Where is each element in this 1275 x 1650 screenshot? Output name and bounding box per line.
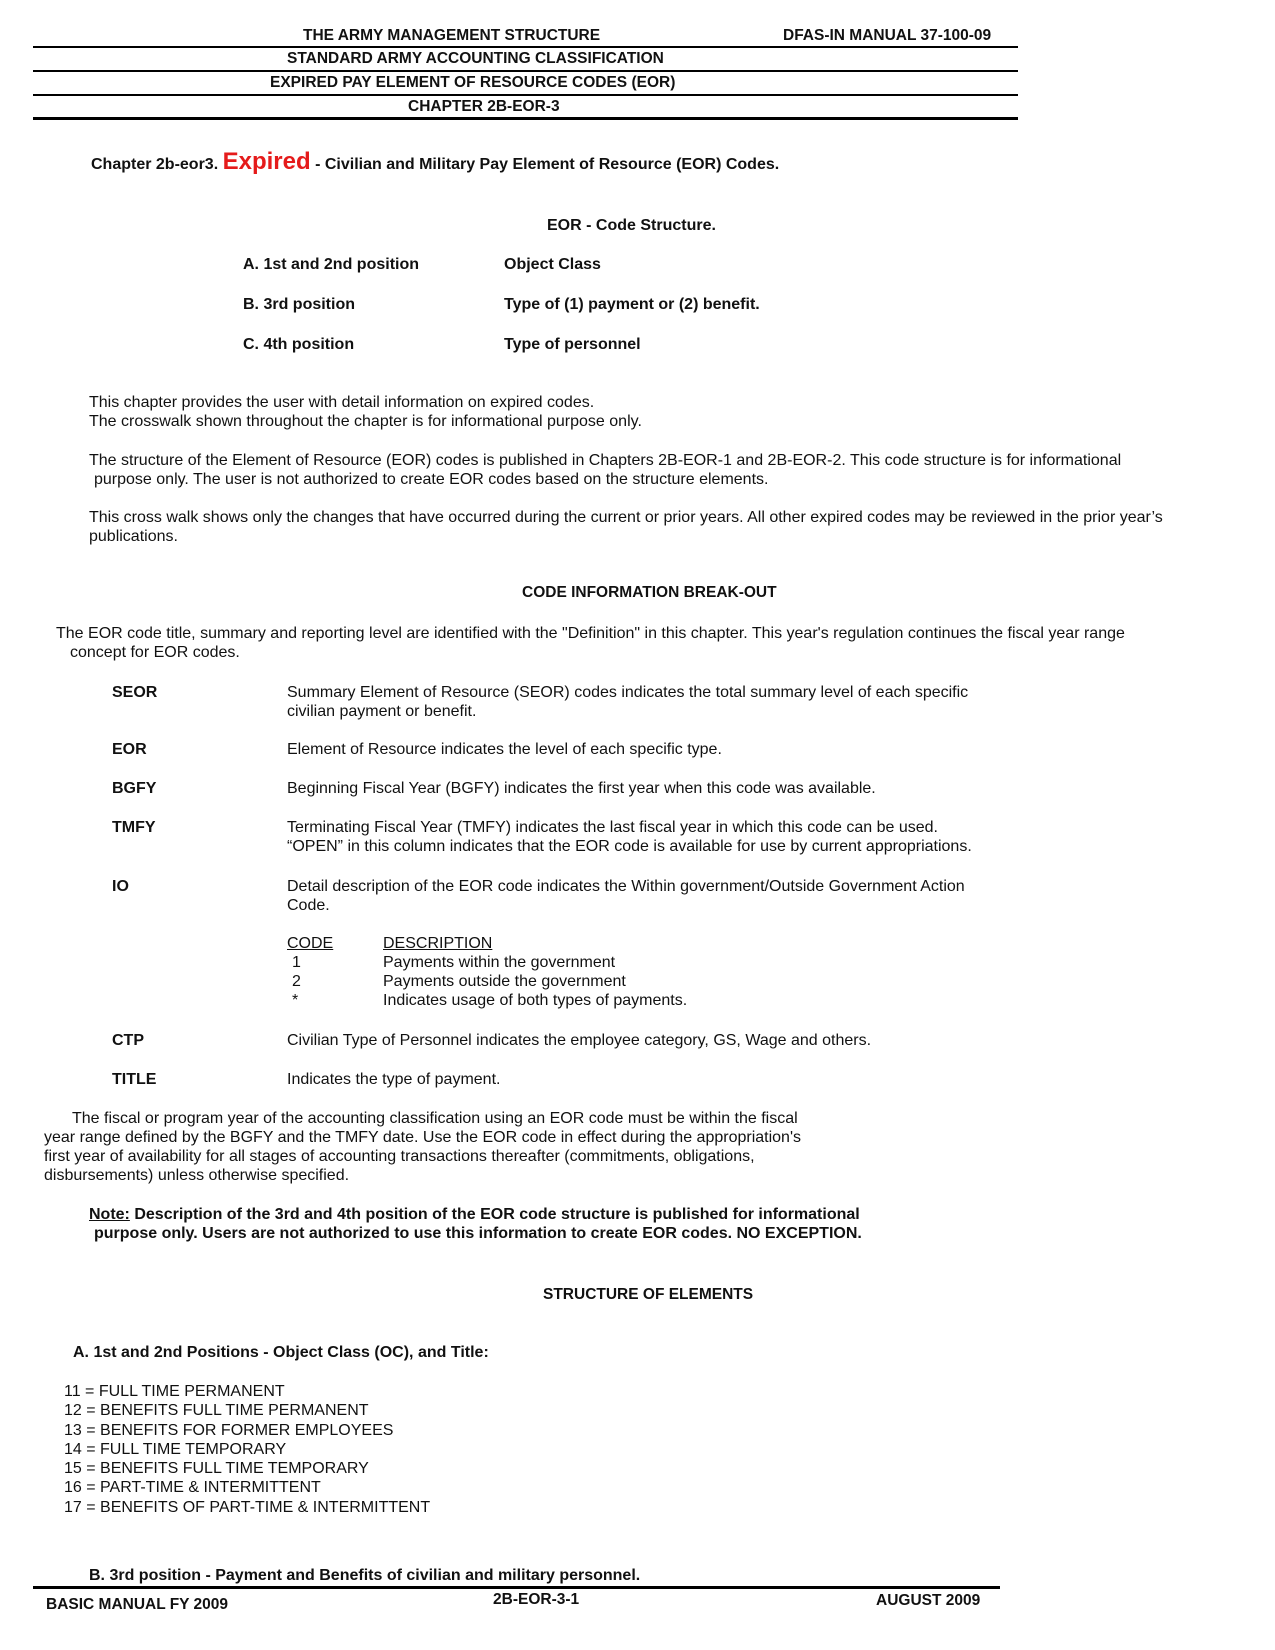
- code-structure-title: EOR - Code Structure.: [547, 217, 716, 234]
- header-rule: [33, 70, 1018, 72]
- structure-meaning: Type of personnel: [504, 336, 641, 353]
- definition-tmfy: Terminating Fiscal Year (TMFY) indicates the last fiscal year in which this code can be used. “OPEN” in this column indicates that the EOR code is available for use by current appropriations.: [287, 819, 972, 855]
- list-item: 12 = BENEFITS FULL TIME PERMANENT: [64, 1402, 369, 1420]
- header-rule: [33, 46, 1018, 48]
- header-title: THE ARMY MANAGEMENT STRUCTURE: [303, 27, 601, 44]
- definition-seor: Summary Element of Resource (SEOR) codes indicates the total summary level of each specific civilian payment or benefit.: [287, 684, 969, 720]
- io-col-description: DESCRIPTION: [383, 935, 493, 952]
- structure-meaning: Type of (1) payment or (2) benefit.: [504, 296, 760, 313]
- section-b-heading: B. 3rd position - Payment and Benefits of civilian and military personnel.: [89, 1567, 641, 1584]
- manual-id: DFAS-IN MANUAL 37-100-09: [783, 27, 992, 44]
- footer-page-number: 2B-EOR-3-1: [493, 1591, 580, 1608]
- list-item: 17 = BENEFITS OF PART-TIME & INTERMITTENT: [64, 1498, 431, 1516]
- term-title: TITLE: [112, 1071, 157, 1088]
- chapter-heading: [91, 148, 779, 176]
- definition-ctp: Civilian Type of Personnel indicates the employee category, GS, Wage and others.: [287, 1032, 872, 1049]
- term-tmfy: TMFY: [112, 819, 156, 836]
- list-item: 13 = BENEFITS FOR FORMER EMPLOYEES: [64, 1421, 394, 1439]
- term-bgfy: BGFY: [112, 780, 157, 797]
- io-code: *: [292, 992, 299, 1009]
- fiscal-year-paragraph: The fiscal or program year of the accounting classification using an EOR code must be within the fiscal year range defined by the BGFY and the TMFY date. Use the EOR code in effect during the appropriation's first year of availability for all stages of accounting transactions thereafter (commitments, obligations, disbursements) unless otherwise specified.: [44, 1110, 801, 1184]
- io-description: Indicates usage of both types of payments.: [383, 992, 688, 1009]
- object-class-list: [64, 1382, 430, 1517]
- list-item: 16 = PART-TIME & INTERMITTENT: [64, 1479, 321, 1497]
- io-code: 1: [292, 954, 301, 971]
- footer-right: AUGUST 2009: [876, 1592, 981, 1609]
- term-seor: SEOR: [112, 684, 158, 701]
- io-col-code: CODE: [287, 935, 334, 952]
- breakout-intro: The EOR code title, summary and reporting level are identified with the "Definition" in this chapter. This year's regulation continues the fiscal year range concept for EOR codes.: [56, 625, 1125, 661]
- definition-eor: Element of Resource indicates the level of each specific type.: [287, 741, 722, 758]
- header-classification: STANDARD ARMY ACCOUNTING CLASSIFICATION: [287, 50, 664, 67]
- expired-highlight: Expired: [222, 148, 311, 175]
- intro-paragraph-3: This cross walk shows only the changes that have occurred during the current or prior years. All other expired codes may be reviewed in the prior year’s publications.: [89, 509, 1163, 545]
- header-rule: [33, 94, 1018, 96]
- list-item: 15 = BENEFITS FULL TIME TEMPORARY: [64, 1460, 369, 1478]
- breakout-title: CODE INFORMATION BREAK-OUT: [522, 584, 777, 601]
- list-item: 11 = FULL TIME PERMANENT: [64, 1383, 285, 1400]
- intro-paragraph-2: The structure of the Element of Resource (EOR) codes is published in Chapters 2B-EOR-1 and 2B-EOR-2. This code structure is for informational purpose only. The user is not authorized to create EOR codes based on the structure elements.: [89, 452, 1122, 488]
- header-subtitle: EXPIRED PAY ELEMENT OF RESOURCE CODES (EOR): [270, 74, 676, 91]
- intro-paragraph-1: This chapter provides the user with detail information on expired codes. The crosswalk shown throughout the chapter is for informational purpose only.: [89, 394, 642, 430]
- structure-position: B. 3rd position: [243, 296, 355, 313]
- footer-rule: [33, 1586, 1000, 1589]
- header-rule: [33, 117, 1018, 120]
- io-description: Payments outside the government: [383, 973, 626, 990]
- chapter-prefix: Chapter 2b-eor3.: [91, 156, 219, 173]
- io-code: 2: [292, 973, 301, 990]
- definition-io: Detail description of the EOR code indicates the Within government/Outside Government Action Code.: [287, 878, 965, 914]
- definition-bgfy: Beginning Fiscal Year (BGFY) indicates the first year when this code was available.: [287, 780, 876, 797]
- chapter-suffix: - Civilian and Military Pay Element of Resource (EOR) Codes.: [315, 156, 780, 173]
- header-chapter: CHAPTER 2B-EOR-3: [408, 98, 560, 115]
- section-a-heading: A. 1st and 2nd Positions - Object Class (OC), and Title:: [73, 1344, 489, 1361]
- io-description: Payments within the government: [383, 954, 616, 971]
- structure-meaning: Object Class: [504, 256, 601, 273]
- term-ctp: CTP: [112, 1032, 144, 1049]
- note-label: Note:: [89, 1206, 130, 1223]
- structure-title: STRUCTURE OF ELEMENTS: [543, 1286, 754, 1303]
- structure-position: C. 4th position: [243, 336, 355, 353]
- list-item: 14 = FULL TIME TEMPORARY: [64, 1440, 287, 1458]
- definition-title: Indicates the type of payment.: [287, 1071, 501, 1088]
- note-paragraph: Note: Description of the 3rd and 4th position of the EOR code structure is published for informational purpose only. Users are not authorized to use this information to create EOR codes. NO EXCEPTION.: [89, 1206, 862, 1242]
- term-eor: EOR: [112, 741, 147, 758]
- footer-left: BASIC MANUAL FY 2009: [46, 1596, 229, 1613]
- structure-position: A. 1st and 2nd position: [243, 256, 420, 273]
- term-io: IO: [112, 878, 129, 895]
